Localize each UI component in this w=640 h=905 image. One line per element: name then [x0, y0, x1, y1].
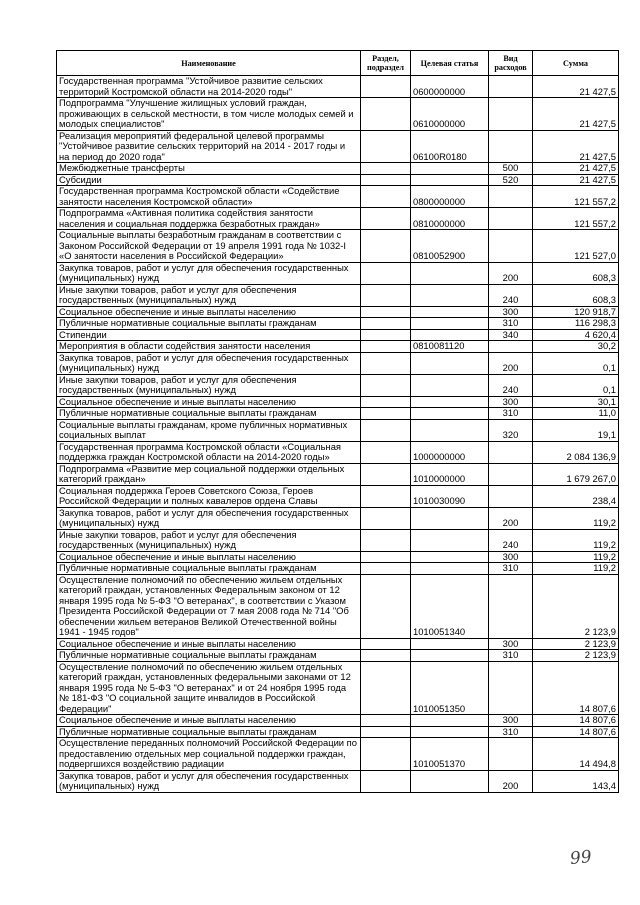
cell-kind: [489, 738, 533, 771]
table-row: [57, 507, 619, 529]
cell-section: [361, 230, 411, 263]
cell-section: [361, 638, 411, 650]
cell-kind: [489, 485, 533, 507]
cell-name: Подпрограмма «Развитие мер социальной поддержки отдельных категорий граждан»: [57, 463, 361, 485]
cell-name: Государственная программа Костромской области «Содействие занятости населения Костромской области»: [57, 186, 361, 208]
cell-target: [411, 563, 489, 575]
cell-name: Стипендии: [57, 329, 361, 341]
cell-kind: 300: [489, 551, 533, 563]
table-row: [57, 130, 619, 163]
cell-section: [361, 396, 411, 408]
table-row: [57, 726, 619, 738]
cell-sum: 2 123,9: [533, 638, 619, 650]
cell-kind: [489, 441, 533, 463]
cell-sum: 2 123,9: [533, 574, 619, 638]
cell-section: [361, 715, 411, 727]
cell-sum: 14 494,8: [533, 738, 619, 771]
page-number: 99: [569, 846, 593, 870]
cell-target: [411, 163, 489, 175]
table-row: [57, 284, 619, 306]
table-row: [57, 441, 619, 463]
cell-kind: 300: [489, 638, 533, 650]
table-row: [57, 574, 619, 638]
cell-target: [411, 262, 489, 284]
cell-sum: 1 679 267,0: [533, 463, 619, 485]
cell-section: [361, 551, 411, 563]
table-row: [57, 463, 619, 485]
cell-sum: 21 427,5: [533, 76, 619, 98]
cell-target: [411, 419, 489, 441]
cell-name: Закупка товаров, работ и услуг для обеспечения государственных (муниципальных) нужд: [57, 507, 361, 529]
cell-kind: [489, 574, 533, 638]
cell-kind: 200: [489, 770, 533, 792]
table-row: [57, 485, 619, 507]
cell-target: [411, 318, 489, 330]
table-row: [57, 738, 619, 771]
table-row: [57, 262, 619, 284]
cell-sum: 21 427,5: [533, 163, 619, 175]
cell-kind: [489, 661, 533, 715]
table-row: [57, 352, 619, 374]
cell-sum: 21 427,5: [533, 174, 619, 186]
cell-section: [361, 726, 411, 738]
cell-sum: 120 918,7: [533, 306, 619, 318]
table-row: [57, 174, 619, 186]
table-row: [57, 329, 619, 341]
cell-kind: 340: [489, 329, 533, 341]
header-target: Целевая статья: [411, 51, 489, 76]
cell-name: Межбюджетные трансферты: [57, 163, 361, 175]
cell-name: Публичные нормативные социальные выплаты гражданам: [57, 563, 361, 575]
cell-section: [361, 208, 411, 230]
table-row: [57, 306, 619, 318]
cell-name: Социальное обеспечение и иные выплаты населению: [57, 396, 361, 408]
cell-target: [411, 770, 489, 792]
cell-target: [411, 726, 489, 738]
cell-section: [361, 284, 411, 306]
cell-target: 0810052900: [411, 230, 489, 263]
cell-name: Государственная программа "Устойчивое развитие сельских территорий Костромской области на 2014-2020 годы": [57, 76, 361, 98]
cell-name: Социальное обеспечение и иные выплаты населению: [57, 715, 361, 727]
cell-name: Иные закупки товаров, работ и услуг для обеспечения государственных (муниципальных) нужд: [57, 374, 361, 396]
cell-name: Государственная программа Костромской области «Социальная поддержка граждан Костромской области на 2014-2020 годы»: [57, 441, 361, 463]
cell-sum: 0,1: [533, 374, 619, 396]
cell-section: [361, 163, 411, 175]
cell-kind: 320: [489, 419, 533, 441]
cell-section: [361, 563, 411, 575]
cell-section: [361, 408, 411, 420]
cell-kind: 310: [489, 726, 533, 738]
cell-kind: 500: [489, 163, 533, 175]
cell-section: [361, 485, 411, 507]
cell-kind: [489, 341, 533, 353]
table-row: [57, 208, 619, 230]
cell-sum: 121 557,2: [533, 208, 619, 230]
cell-sum: 14 807,6: [533, 715, 619, 727]
cell-name: Закупка товаров, работ и услуг для обеспечения государственных (муниципальных) нужд: [57, 770, 361, 792]
cell-sum: 119,2: [533, 529, 619, 551]
cell-name: Закупка товаров, работ и услуг для обеспечения государственных (муниципальных) нужд: [57, 352, 361, 374]
cell-sum: 4 620,4: [533, 329, 619, 341]
cell-kind: 310: [489, 318, 533, 330]
cell-section: [361, 262, 411, 284]
cell-section: [361, 441, 411, 463]
table-row: [57, 661, 619, 715]
cell-kind: [489, 463, 533, 485]
cell-sum: 2 123,9: [533, 650, 619, 662]
cell-name: Субсидии: [57, 174, 361, 186]
cell-target: [411, 408, 489, 420]
cell-name: Публичные нормативные социальные выплаты гражданам: [57, 650, 361, 662]
cell-target: [411, 638, 489, 650]
cell-name: Социальная поддержка Героев Советского Союза, Героев Российской Федерации и полных кавалеров ордена Славы: [57, 485, 361, 507]
cell-sum: 14 807,6: [533, 726, 619, 738]
cell-sum: 0,1: [533, 352, 619, 374]
cell-section: [361, 352, 411, 374]
cell-target: 0810000000: [411, 208, 489, 230]
cell-kind: 200: [489, 352, 533, 374]
cell-sum: 119,2: [533, 507, 619, 529]
cell-sum: 143,4: [533, 770, 619, 792]
cell-name: Закупка товаров, работ и услуг для обеспечения государственных (муниципальных) нужд: [57, 262, 361, 284]
cell-sum: 608,3: [533, 284, 619, 306]
table-row: [57, 715, 619, 727]
cell-kind: 310: [489, 650, 533, 662]
cell-kind: 520: [489, 174, 533, 186]
cell-section: [361, 329, 411, 341]
cell-sum: 121 527,0: [533, 230, 619, 263]
cell-target: [411, 284, 489, 306]
cell-kind: 300: [489, 306, 533, 318]
budget-table: [56, 50, 619, 793]
cell-section: [361, 507, 411, 529]
cell-section: [361, 463, 411, 485]
cell-sum: 116 298,3: [533, 318, 619, 330]
cell-target: [411, 352, 489, 374]
cell-name: Публичные нормативные социальные выплаты гражданам: [57, 726, 361, 738]
cell-section: [361, 661, 411, 715]
table-row: [57, 341, 619, 353]
cell-sum: 21 427,5: [533, 98, 619, 131]
cell-kind: 310: [489, 408, 533, 420]
cell-kind: [489, 130, 533, 163]
cell-name: Социальное обеспечение и иные выплаты населению: [57, 551, 361, 563]
header-name: Наименование: [57, 51, 361, 76]
cell-target: 1010000000: [411, 463, 489, 485]
cell-target: 0600000000: [411, 76, 489, 98]
cell-sum: 119,2: [533, 551, 619, 563]
cell-sum: 2 084 136,9: [533, 441, 619, 463]
cell-name: Социальные выплаты безработным гражданам в соответствии с Законом Российской Федерации от 19 апреля 1991 года № 1032-I «О занятости населения в Российской Федерации»: [57, 230, 361, 263]
cell-section: [361, 341, 411, 353]
cell-target: [411, 529, 489, 551]
cell-target: 1000000000: [411, 441, 489, 463]
header-row: [57, 51, 619, 76]
cell-target: 0800000000: [411, 186, 489, 208]
cell-sum: 19,1: [533, 419, 619, 441]
cell-section: [361, 650, 411, 662]
cell-kind: 240: [489, 529, 533, 551]
cell-sum: 238,4: [533, 485, 619, 507]
table-row: [57, 551, 619, 563]
cell-target: 1010051350: [411, 661, 489, 715]
cell-target: [411, 551, 489, 563]
cell-kind: 200: [489, 262, 533, 284]
cell-kind: [489, 230, 533, 263]
cell-name: Подпрограмма "Улучшение жилищных условий граждан, проживающих в сельской местности, в том числе молодых семей и молодых специалистов": [57, 98, 361, 131]
cell-section: [361, 76, 411, 98]
cell-target: [411, 374, 489, 396]
table-row: [57, 650, 619, 662]
cell-name: Социальные выплаты гражданам, кроме публичных нормативных социальных выплат: [57, 419, 361, 441]
table-row: [57, 230, 619, 263]
table-row: [57, 770, 619, 792]
table-row: [57, 318, 619, 330]
cell-target: 1010051370: [411, 738, 489, 771]
cell-target: [411, 715, 489, 727]
cell-kind: 240: [489, 374, 533, 396]
cell-kind: [489, 208, 533, 230]
header-kind: Вид расходов: [489, 51, 533, 76]
cell-target: [411, 329, 489, 341]
cell-kind: 200: [489, 507, 533, 529]
table-row: [57, 374, 619, 396]
cell-name: Социальное обеспечение и иные выплаты населению: [57, 638, 361, 650]
table-row: [57, 563, 619, 575]
cell-section: [361, 306, 411, 318]
table-row: [57, 638, 619, 650]
cell-section: [361, 174, 411, 186]
cell-name: Публичные нормативные социальные выплаты гражданам: [57, 408, 361, 420]
cell-target: [411, 306, 489, 318]
cell-sum: 119,2: [533, 563, 619, 575]
cell-target: [411, 174, 489, 186]
cell-sum: 30,2: [533, 341, 619, 353]
cell-target: 06100R0180: [411, 130, 489, 163]
cell-kind: [489, 76, 533, 98]
cell-sum: 11,0: [533, 408, 619, 420]
cell-name: Реализация мероприятий федеральной целевой программы "Устойчивое развитие сельских территорий на 2014 - 2017 годы и на период до 2020 года": [57, 130, 361, 163]
header-sum: Сумма: [533, 51, 619, 76]
cell-section: [361, 374, 411, 396]
cell-name: Мероприятия в области содействия занятости населения: [57, 341, 361, 353]
cell-kind: 310: [489, 563, 533, 575]
cell-kind: 300: [489, 715, 533, 727]
cell-section: [361, 318, 411, 330]
cell-target: [411, 650, 489, 662]
cell-target: 0610000000: [411, 98, 489, 131]
table-row: [57, 98, 619, 131]
cell-target: 1010030090: [411, 485, 489, 507]
table-row: [57, 186, 619, 208]
cell-name: Осуществление переданных полномочий Российской Федерации по предоставлению отдельных мер социальной поддержки граждан, подвергшихся воздействию радиации: [57, 738, 361, 771]
cell-name: Публичные нормативные социальные выплаты гражданам: [57, 318, 361, 330]
cell-sum: 30,1: [533, 396, 619, 408]
cell-target: [411, 507, 489, 529]
cell-section: [361, 419, 411, 441]
cell-name: Осуществление полномочий по обеспечению жильем отдельных категорий граждан, установленных Федеральным законом от 12 января 1995 года № 5-ФЗ "О ветеранах", в соответствии с Указом Президента Российской Федерации от 7 мая 2008 года № 714 "Об обеспечении жильем ветеранов Великой Отечественной войны 1941 - 1945 годов": [57, 574, 361, 638]
cell-name: Иные закупки товаров, работ и услуг для обеспечения государственных (муниципальных) нужд: [57, 284, 361, 306]
header-section: Раздел, подраздел: [361, 51, 411, 76]
cell-kind: [489, 186, 533, 208]
cell-section: [361, 770, 411, 792]
cell-section: [361, 186, 411, 208]
table-row: [57, 76, 619, 98]
cell-section: [361, 574, 411, 638]
cell-kind: 240: [489, 284, 533, 306]
table-row: [57, 529, 619, 551]
cell-kind: [489, 98, 533, 131]
cell-section: [361, 738, 411, 771]
cell-kind: 300: [489, 396, 533, 408]
cell-section: [361, 130, 411, 163]
cell-target: [411, 396, 489, 408]
cell-sum: 608,3: [533, 262, 619, 284]
cell-name: Подпрограмма «Активная политика содействия занятости населения и социальная поддержка безработных граждан»: [57, 208, 361, 230]
cell-name: Осуществление полномочий по обеспечению жильем отдельных категорий граждан, установленных федеральными законами от 12 января 1995 года № 5-ФЗ "О ветеранах" и от 24 ноября 1995 года № 181-ФЗ "О социальной защите инвалидов в Российской Федерации": [57, 661, 361, 715]
cell-name: Иные закупки товаров, работ и услуг для обеспечения государственных (муниципальных) нужд: [57, 529, 361, 551]
table-row: [57, 396, 619, 408]
table-row: [57, 419, 619, 441]
cell-sum: 121 557,2: [533, 186, 619, 208]
cell-sum: 21 427,5: [533, 130, 619, 163]
cell-target: 1010051340: [411, 574, 489, 638]
cell-section: [361, 529, 411, 551]
cell-target: 0810081120: [411, 341, 489, 353]
table-row: [57, 408, 619, 420]
cell-sum: 14 807,6: [533, 661, 619, 715]
table-row: [57, 163, 619, 175]
cell-name: Социальное обеспечение и иные выплаты населению: [57, 306, 361, 318]
cell-section: [361, 98, 411, 131]
